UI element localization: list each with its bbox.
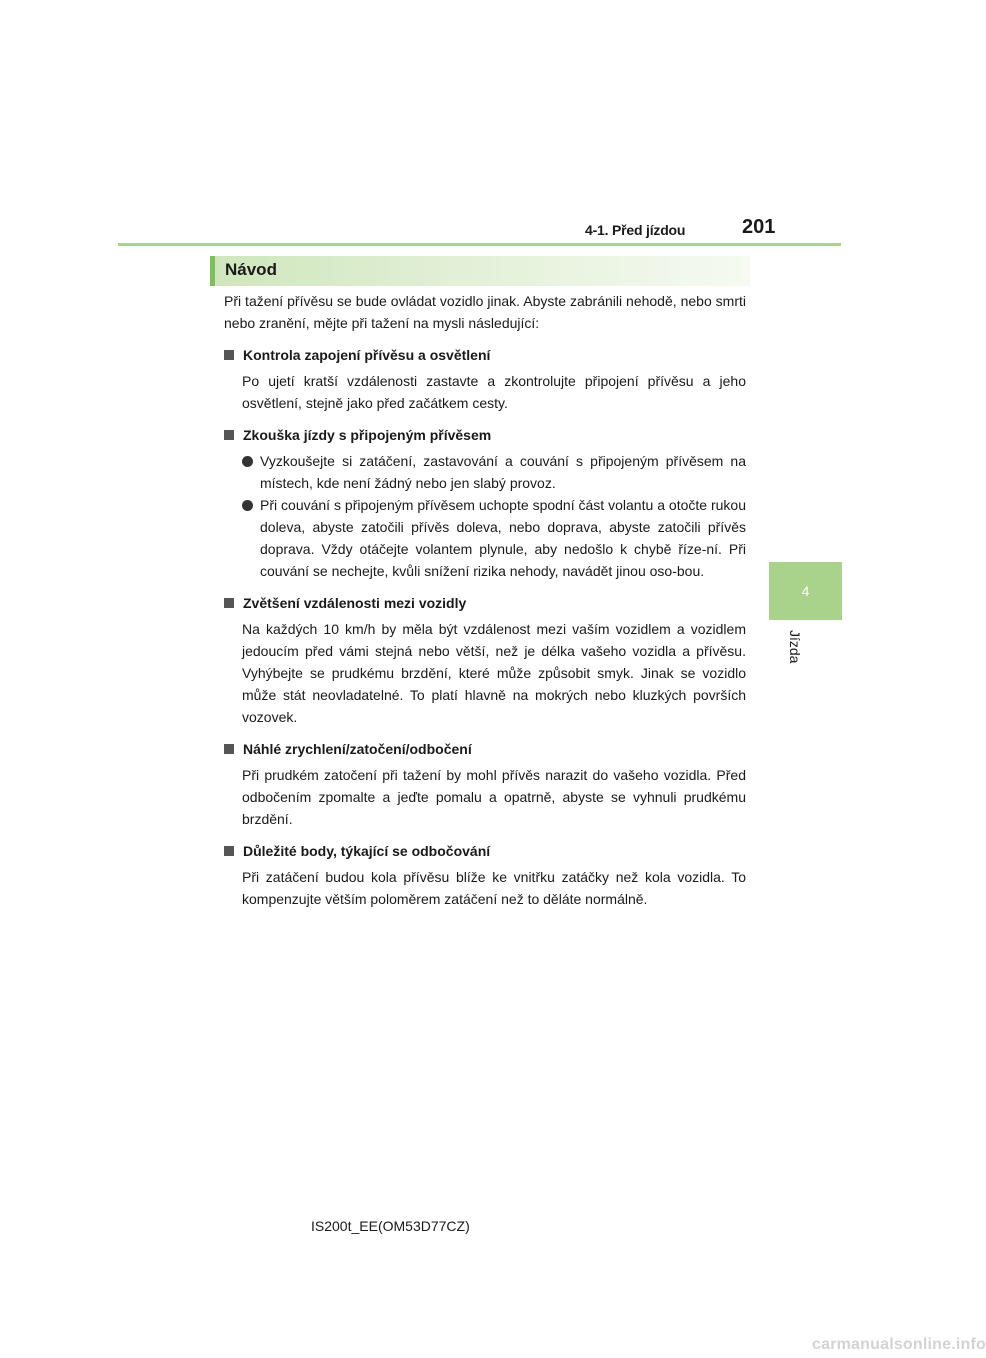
page-number: 201 [742,216,776,238]
chapter-tab[interactable] [769,562,842,620]
bullet-item: Při couvání s připojeným přívěsem uchopte spodní část volantu a otočte rukou doleva, abyste zatočili přívěs doleva, nebo doprava, abyste zatočili přívěs doprava. Vždy otáčejte volantem plynule, aby nedošlo k chybě říze-ní. Při couvání se nechejte, kvůli snížení rizika nehody, navádět jinou oso-bou. [224,494,746,582]
watermark: carmanualsonline.info [812,1336,986,1353]
section-turning-points [224,840,746,910]
square-bullet-icon [224,350,234,360]
chapter-name: Jízda [787,630,803,664]
section-label: 4-1. Před jízdou [585,222,686,238]
section-text: Na každých 10 km/h by měla být vzdálenost mezi vaším vozidlem a vozidlem jedoucím před vámi stejná nebo větší, než je délka vašeho vozidla a přívěsu. Vyhýbejte se prudkému brzdění, které může způsobit smyk. Jinak se vozidlo může stát neovladatelné. To platí hlavně na mokrých nebo kluzkých površích vozovek. [242,621,746,725]
chapter-number: 4 [801,583,810,599]
dot-bullet-icon [242,500,253,511]
square-bullet-icon [224,846,234,856]
section-heading: Zvětšení vzdálenosti mezi vozidly [224,592,746,614]
section-heading: Náhlé zrychlení/zatočení/odbočení [224,738,746,760]
dot-bullet-icon [242,456,253,467]
intro-paragraph: Při tažení přívěsu se bude ovládat vozidlo jinak. Abyste zabránili nehodě, nebo smrti nebo zranění, mějte při tažení na mysli následující: [224,293,746,331]
section-heading: Zkouška jízdy s připojeným přívěsem [224,424,746,446]
footer-model-code: IS200t_EE(OM53D77CZ) [311,1218,470,1234]
section-heading: Kontrola zapojení přívěsu a osvětlení [224,344,746,366]
square-bullet-icon [224,430,234,440]
section-text: Po ujetí kratší vzdálenosti zastavte a zkontrolujte připojení přívěsu a jeho osvětlení, stejně jako před začátkem cesty. [242,373,746,411]
section-heading: Důležité body, týkající se odbočování [224,840,746,862]
square-bullet-icon [224,744,234,754]
page-content [224,290,746,920]
square-bullet-icon [224,598,234,608]
section-text: Při zatáčení budou kola přívěsu blíže ke vnitřku zatáčky než kola vozidla. To kompenzujte větším poloměrem zatáčení než to děláte normálně. [242,869,746,907]
section-text: Při prudkém zatočení při tažení by mohl přívěs narazit do vašeho vozidla. Před odbočením zpomalte a jeďte pomalu a opatrně, abyste se vyhnuli prudkému brzdění. [242,767,746,827]
section-sudden-maneuvers [224,738,746,830]
section-title: Návod [225,260,277,279]
header-rule [118,243,841,246]
section-following-distance [224,592,746,728]
section-connection-check [224,344,746,414]
bullet-item: Vyzkoušejte si zatáčení, zastavování a couvání s připojeným přívěsem na místech, kde není žádný nebo jen slabý provoz. [224,450,746,494]
section-title-bar [210,256,750,286]
section-test-drive [224,424,746,582]
